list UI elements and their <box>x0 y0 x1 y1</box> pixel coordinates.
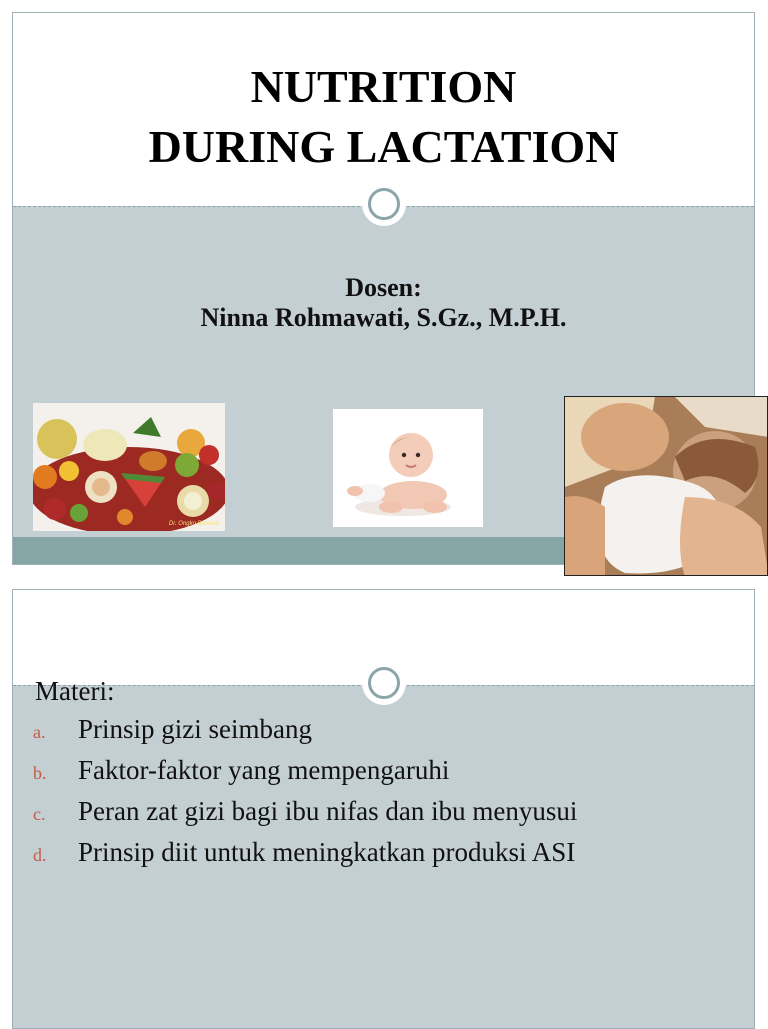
baby-image <box>333 409 483 527</box>
list-marker: b. <box>33 763 47 783</box>
circle-ornament-icon <box>362 661 406 705</box>
circle-ornament-icon <box>362 182 406 226</box>
lecturer-name: Ninna Rohmawati, S.Gz., M.P.H. <box>200 303 567 332</box>
list-item-text: Faktor-faktor yang mempengaruhi <box>78 755 450 785</box>
list-item <box>33 796 577 837</box>
list-item <box>33 837 577 878</box>
content-slide <box>12 589 755 1029</box>
list-marker: c. <box>33 804 46 824</box>
list-item-text: Peran zat gizi bagi ibu nifas dan ibu menyusui <box>78 796 578 826</box>
title-line-1: NUTRITION <box>250 61 517 112</box>
title-line-2: DURING LACTATION <box>148 121 619 172</box>
list-item-text: Prinsip gizi seimbang <box>78 714 312 744</box>
lecturer-label: Dosen: <box>345 273 422 302</box>
list-item <box>33 714 577 755</box>
list-item-text: Prinsip diit untuk meningkatkan produksi ASI <box>78 837 576 867</box>
breastfeeding-image <box>564 396 768 576</box>
photo-credit: Dr. Ongko Buseiso <box>168 521 219 527</box>
materi-heading: Materi: <box>35 676 115 706</box>
list-item <box>33 755 577 796</box>
fruits-image <box>33 403 225 531</box>
list-marker: d. <box>33 845 47 865</box>
list-marker: a. <box>33 722 46 742</box>
topic-list <box>33 714 577 878</box>
